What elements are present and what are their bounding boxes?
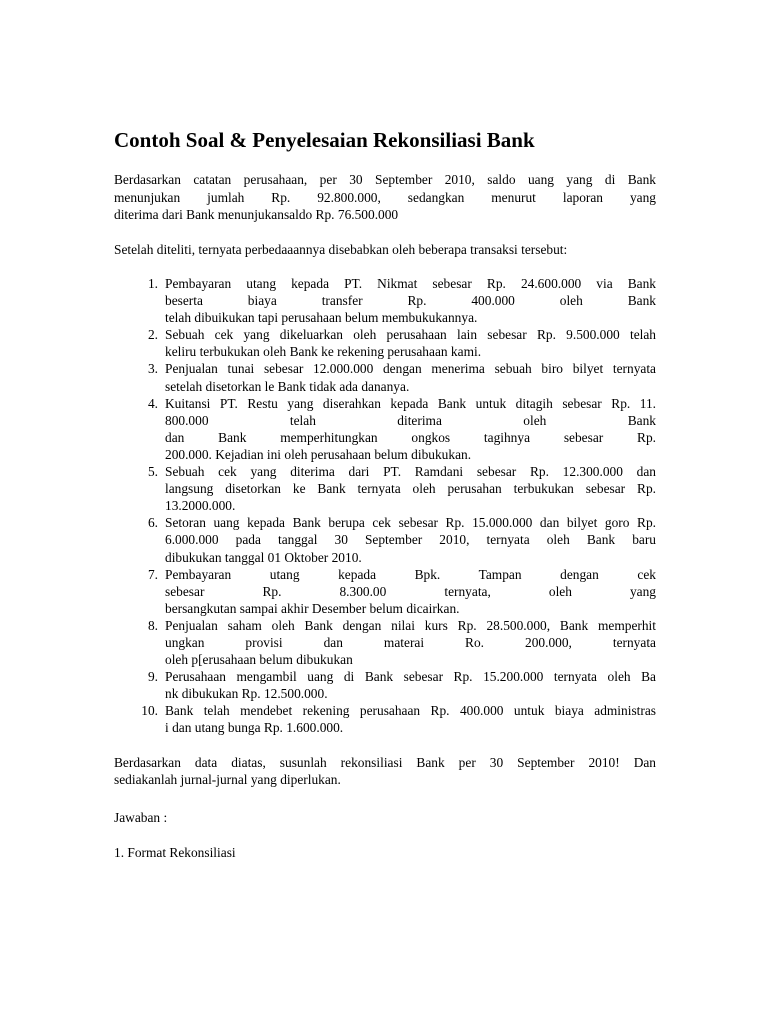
list-item-text — [158, 702, 656, 736]
list-item-number: 3. — [147, 361, 158, 377]
list-item-text — [158, 326, 656, 360]
intro-line: diterima dari Bank menunjukansaldo Rp. 76.500.000 — [114, 207, 399, 222]
list-item-line: Kuitansi PT. Restu yang diserahkan kepada Bank untuk ditagih sebesar Rp. 11. — [165, 395, 656, 411]
list-item-number: 6. — [147, 515, 158, 531]
list-item-number: 2. — [147, 327, 158, 343]
list-item-line: beserta biaya transfer Rp. 400.000 oleh Bank — [165, 293, 656, 309]
list-item-line: Perusahaan mengambil uang di Bank sebesar Rp. 15.200.000 ternyata oleh Ba — [165, 669, 656, 685]
list-item-line: langsung disetorkan ke Bank ternyata oleh perusahan terbukukan sebesar Rp. — [165, 481, 656, 497]
list-item-text — [158, 463, 656, 514]
list-item-line: 13.2000.000. — [165, 498, 236, 514]
list-item — [114, 514, 656, 565]
format-heading: 1. Format Rekonsiliasi — [114, 845, 236, 861]
list-item-line: keliru terbukukan oleh Bank ke rekening perusahaan kami. — [165, 344, 482, 360]
document-content — [114, 127, 656, 862]
list-item — [114, 326, 656, 360]
list-item-text — [158, 668, 656, 702]
list-item-line: 200.000. Kejadian ini oleh perusahaan belum dibukukan. — [165, 446, 472, 462]
list-item-line: Setoran uang kepada Bank berupa cek sebesar Rp. 15.000.000 dan bilyet goro Rp. — [165, 515, 656, 531]
task-line: sediakanlah jurnal-jurnal yang diperlukan. — [114, 772, 341, 788]
intro-paragraph — [114, 171, 656, 224]
list-item-line: Penjualan tunai sebesar 12.000.000 dengan menerima sebuah biro bilyet ternyata — [165, 361, 656, 377]
list-item-line: bersangkutan sampai akhir Desember belum dicairkan. — [165, 600, 460, 616]
findings-paragraph: Setelah diteliti, ternyata perbedaaannya disebabkan oleh beberapa transaksi tersebut: — [114, 241, 568, 257]
list-item-line: setelah disetorkan le Bank tidak ada dananya. — [165, 378, 410, 394]
list-item-text — [158, 360, 656, 394]
list-item-line: nk dibukukan Rp. 12.500.000. — [165, 686, 328, 702]
list-item-line: Sebuah cek yang dikeluarkan oleh perusahaan lain sebesar Rp. 9.500.000 telah — [165, 327, 656, 343]
list-item — [114, 617, 656, 668]
list-item — [114, 668, 656, 702]
list-item-number: 4. — [147, 395, 158, 411]
intro-line: Berdasarkan catatan perusahaan, per 30 September 2010, saldo uang yang di Bank — [114, 172, 656, 187]
list-item-number: 10. — [141, 703, 158, 719]
list-item — [114, 275, 656, 326]
list-item-text — [158, 514, 656, 565]
list-item — [114, 463, 656, 514]
list-item-number: 9. — [147, 669, 158, 685]
list-item-line: sebesar Rp. 8.300.00 ternyata, oleh yang — [165, 583, 656, 599]
list-item-number: 7. — [147, 566, 158, 582]
list-item-line: ungkan provisi dan materai Ro. 200.000, ternyata — [165, 634, 656, 650]
list-item-number: 5. — [147, 464, 158, 480]
list-item-line: i dan utang bunga Rp. 1.600.000. — [165, 720, 344, 736]
list-item-text — [158, 617, 656, 668]
list-item — [114, 395, 656, 463]
task-paragraph — [114, 754, 656, 789]
list-item-line: oleh p[erusahaan belum dibukukan — [165, 652, 353, 668]
list-item-line: Bank telah mendebet rekening perusahaan Rp. 400.000 untuk biaya administras — [165, 703, 656, 719]
transaction-list — [114, 275, 656, 737]
list-item-text — [158, 275, 656, 326]
document-title: Contoh Soal & Penyelesaian Rekonsiliasi Bank — [114, 128, 535, 152]
list-item-number: 1. — [147, 276, 158, 291]
intro-line: menunjukan jumlah Rp. 92.800.000, sedangkan menurut laporan yang — [114, 189, 656, 205]
list-item-line: 800.000 telah diterima oleh Bank — [165, 412, 656, 428]
list-item-line: dibukukan tanggal 01 Oktober 2010. — [165, 549, 362, 565]
task-line: Berdasarkan data diatas, susunlah rekonsiliasi Bank per 30 September 2010! Dan — [114, 754, 656, 770]
list-item — [114, 360, 656, 394]
list-item-text — [158, 395, 656, 463]
list-item-number: 8. — [147, 617, 158, 633]
list-item-line: 6.000.000 pada tanggal 30 September 2010, ternyata oleh Bank baru — [165, 532, 656, 548]
list-item-line: Pembayaran utang kepada Bpk. Tampan dengan cek — [165, 566, 656, 582]
list-item-line: Sebuah cek yang diterima dari PT. Ramdani sebesar Rp. 12.300.000 dan — [165, 464, 656, 480]
list-item-text — [158, 566, 656, 617]
list-item-line: Pembayaran utang kepada PT. Nikmat sebesar Rp. 24.600.000 via Bank — [165, 276, 656, 291]
answer-label: Jawaban : — [114, 809, 168, 825]
list-item — [114, 702, 656, 736]
list-item-line: telah dibuikukan tapi perusahaan belum membukukannya. — [165, 310, 478, 326]
list-item — [114, 566, 656, 617]
list-item-line: Penjualan saham oleh Bank dengan nilai kurs Rp. 28.500.000, Bank memperhit — [165, 617, 656, 633]
list-item-line: dan Bank memperhitungkan ongkos tagihnya sebesar Rp. — [165, 429, 656, 445]
